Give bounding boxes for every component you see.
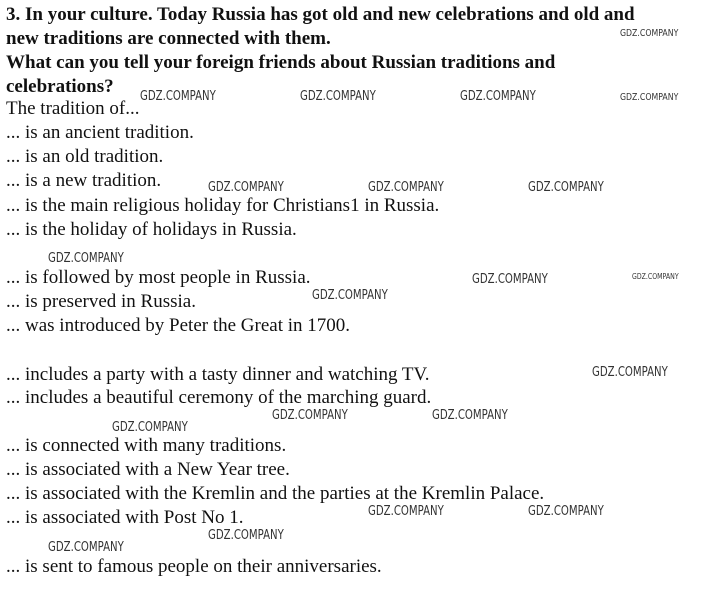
exercise-title-line-2: new traditions are connected with them.: [6, 28, 331, 49]
phrase-line: ... is connected with many traditions.: [6, 435, 287, 456]
phrase-line: ... is associated with Post No 1.: [6, 507, 244, 528]
watermark: GDZ.COMPANY: [528, 504, 604, 519]
phrase-line: ... is an old tradition.: [6, 146, 164, 167]
phrase-line: ... is associated with the Kremlin and the parties at the Kremlin Palace.: [6, 483, 545, 504]
watermark: GDZ.COMPANY: [300, 89, 376, 104]
watermark: GDZ.COMPANY: [140, 89, 216, 104]
phrase-line: ... includes a beautiful ceremony of the marching guard.: [6, 387, 432, 408]
phrase-line: ... is preserved in Russia.: [6, 291, 196, 312]
question-line-2: celebrations?: [6, 76, 114, 97]
phrase-line: ... is associated with a New Year tree.: [6, 459, 290, 480]
watermark: GDZ.COMPANY: [620, 28, 679, 39]
phrase-line: ... is the holiday of holidays in Russia.: [6, 219, 297, 240]
phrase-line: ... is an ancient tradition.: [6, 122, 194, 143]
watermark: GDZ.COMPANY: [312, 288, 388, 303]
phrase-line: ... is the main religious holiday for Christians1 in Russia.: [6, 195, 440, 216]
watermark: GDZ.COMPANY: [48, 540, 124, 555]
watermark: GDZ.COMPANY: [112, 420, 188, 435]
watermark: GDZ.COMPANY: [368, 180, 444, 195]
watermark: GDZ.COMPANY: [208, 528, 284, 543]
watermark: GDZ.COMPANY: [208, 180, 284, 195]
phrase-line: ... is a new tradition.: [6, 170, 162, 191]
watermark: GDZ.COMPANY: [632, 272, 679, 281]
watermark: GDZ.COMPANY: [460, 89, 536, 104]
question-line-1: What can you tell your foreign friends about Russian traditions and: [6, 52, 556, 73]
phrase-line: ... was introduced by Peter the Great in 1700.: [6, 315, 351, 336]
tradition-intro: The tradition of...: [6, 98, 140, 119]
watermark: GDZ.COMPANY: [592, 365, 668, 380]
watermark: GDZ.COMPANY: [48, 251, 124, 266]
watermark: GDZ.COMPANY: [368, 504, 444, 519]
exercise-title-line-1: 3. In your culture. Today Russia has got old and new celebrations and old and: [6, 4, 635, 25]
watermark: GDZ.COMPANY: [620, 92, 679, 103]
phrase-line: ... includes a party with a tasty dinner and watching TV.: [6, 364, 430, 385]
watermark: GDZ.COMPANY: [432, 408, 508, 423]
phrase-line: ... is sent to famous people on their anniversaries.: [6, 556, 382, 577]
phrase-line: ... is followed by most people in Russia.: [6, 267, 311, 288]
watermark: GDZ.COMPANY: [272, 408, 348, 423]
watermark: GDZ.COMPANY: [472, 272, 548, 287]
watermark: GDZ.COMPANY: [528, 180, 604, 195]
